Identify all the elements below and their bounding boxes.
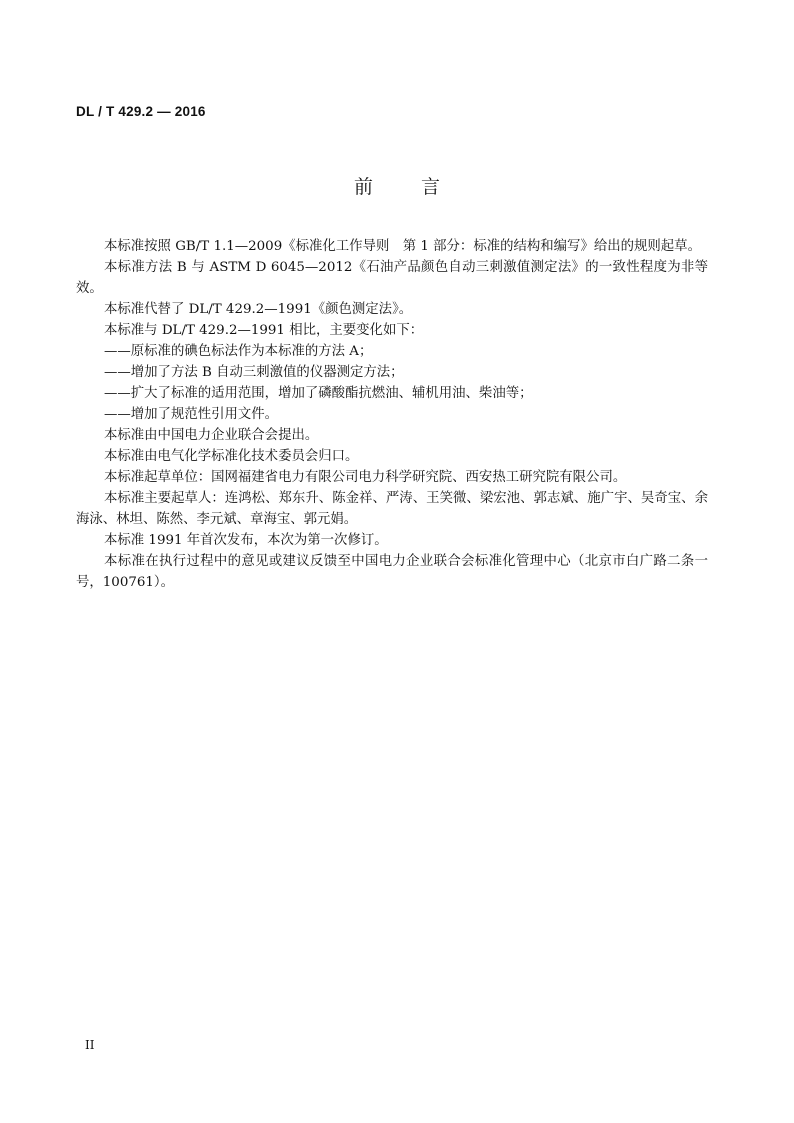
- page-title: 前言: [353, 176, 488, 198]
- paragraph-drafting-units: 本标准起草单位：国网福建省电力有限公司电力科学研究院、西安热工研究院有限公司。: [104, 470, 627, 485]
- list-item-change-4: ——增加了规范性引用文件。: [104, 407, 279, 422]
- paragraph-feedback: 本标准在执行过程中的意见或建议反馈至中国电力企业联合会标准化管理中心（北京市白广路二条一号，100761）。: [76, 554, 708, 590]
- paragraph-main-changes: 本标准与 DL/T 429.2—1991 相比，主要变化如下：: [104, 323, 424, 338]
- list-item-change-3: ——扩大了标准的适用范围，增加了磷酸酯抗燃油、辅机用油、柴油等；: [104, 386, 533, 401]
- paragraph-drafting-rules: 本标准按照 GB/T 1.1—2009《标准化工作导则 第 1 部分：标准的结构和编写》给出的规则起草。: [104, 239, 701, 254]
- paragraph-history: 本标准 1991 年首次发布，本次为第一次修订。: [104, 533, 388, 548]
- list-item-change-2: ——增加了方法 B 自动三刺激值的仪器测定方法；: [104, 365, 404, 380]
- paragraph-proposed-by: 本标准由中国电力企业联合会提出。: [104, 428, 319, 443]
- page-number: II: [85, 1038, 95, 1052]
- paragraph-equivalence: 本标准方法 B 与 ASTM D 6045—2012《石油产品颜色自动三刺激值测定法》的一致性程度为非等效。: [76, 260, 708, 296]
- foreword-body: [76, 236, 708, 593]
- paragraph-under-jurisdiction: 本标准由电气化学标准化技术委员会归口。: [104, 449, 359, 464]
- paragraph-replaces: 本标准代替了 DL/T 429.2—1991《颜色测定法》。: [104, 302, 413, 317]
- paragraph-drafters: 本标准主要起草人：连鸿松、郑东升、陈金祥、严涛、王笑微、梁宏池、郭志斌、施广宇、吴奇宝、余海泳、林坦、陈然、李元斌、章海宝、郭元娟。: [76, 491, 708, 527]
- standard-code: DL / T 429.2 — 2016: [76, 104, 206, 119]
- list-item-change-1: ——原标准的碘色标法作为本标准的方法 A；: [104, 344, 373, 359]
